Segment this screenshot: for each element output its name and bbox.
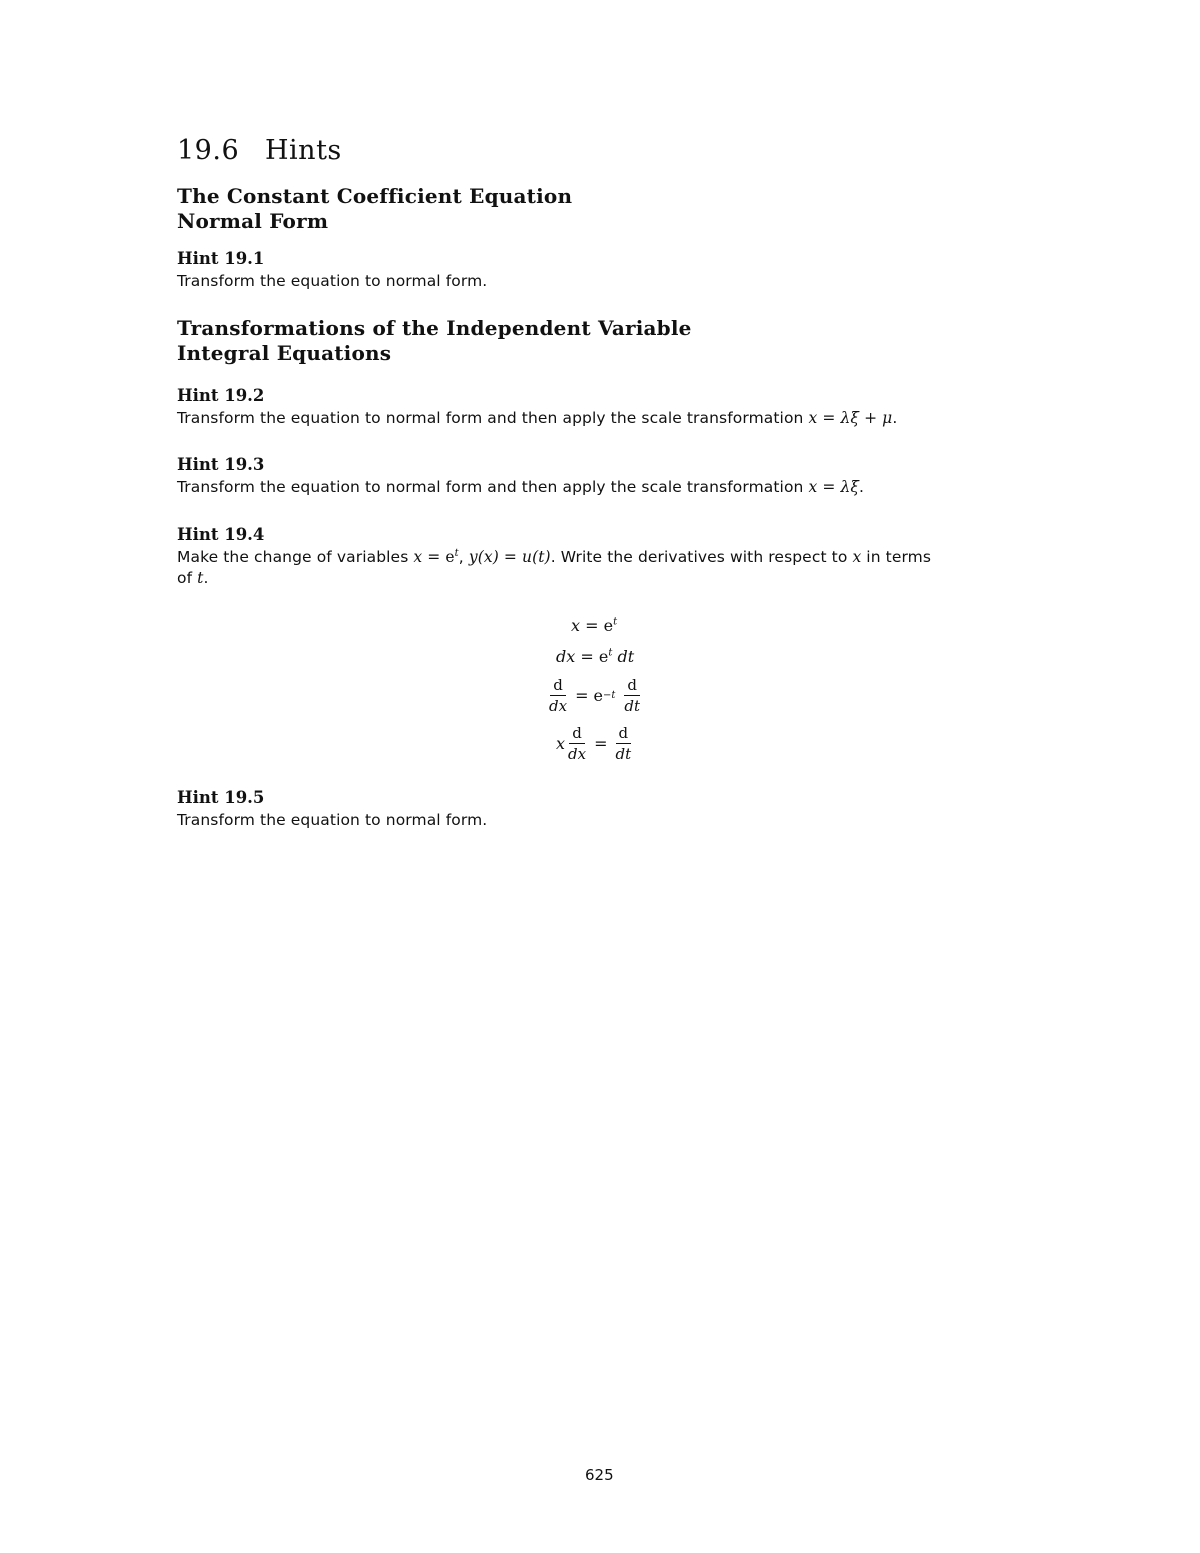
hint-text-part: , [458, 548, 469, 566]
hint-text-part: . Write the derivatives with respect to [550, 548, 853, 566]
equation-sup: t [613, 616, 618, 628]
hint-text-line [177, 548, 931, 566]
fraction-denominator: dx [568, 745, 587, 763]
hint-title: Hint 19.5 [177, 788, 265, 807]
equals-sign: = [585, 616, 599, 635]
section-number: 19.6 [177, 135, 240, 166]
fraction [613, 724, 635, 763]
equation-rhs: e [593, 686, 603, 705]
equation-sup: t [608, 647, 613, 659]
hint-block [177, 788, 487, 829]
hint-text [177, 478, 864, 496]
hint-text-part: Make the change of variables [177, 548, 414, 566]
inline-math: y(x) = u(t) [468, 548, 551, 566]
equals-sign: = [580, 647, 594, 666]
hint-text-part: Transform the equation to normal form and then apply the scale transformation [177, 478, 809, 496]
inline-math: x = λξ [808, 478, 860, 496]
fraction [546, 676, 570, 715]
inline-math: x [413, 548, 423, 566]
hint-text-part: of [177, 569, 198, 587]
hint-text-part: . [859, 478, 865, 496]
hint-text-part: . [203, 569, 209, 587]
inline-math: x = λξ + μ [808, 409, 893, 427]
fraction-denominator: dx [549, 697, 568, 715]
heading-constant-coefficient: The Constant Coefficient Equation [177, 184, 573, 208]
hint-block [177, 386, 897, 427]
display-equation [571, 616, 617, 635]
hint-block [177, 455, 864, 496]
inline-math: x [852, 548, 862, 566]
fraction-numerator: d [550, 676, 566, 696]
hint-text [177, 409, 897, 427]
hint-text: Transform the equation to normal form. [177, 811, 488, 829]
hint-text-part: in terms [861, 548, 932, 566]
fraction-numerator: d [569, 724, 585, 744]
page-number: 625 [585, 1466, 614, 1484]
fraction-denominator: dt [615, 745, 632, 763]
fraction-denominator: dt [624, 697, 640, 715]
hint-title: Hint 19.3 [177, 455, 265, 474]
equation-rhs: e [603, 616, 614, 635]
hint-title: Hint 19.2 [177, 386, 265, 405]
group-heading [177, 316, 692, 366]
equation-rhs: dt [617, 647, 635, 666]
fraction [621, 676, 643, 715]
fraction-numerator: d [616, 724, 632, 744]
fraction [565, 724, 589, 763]
fraction-numerator: d [624, 676, 640, 696]
hint-block [177, 525, 931, 587]
inline-math-sup: t [454, 547, 459, 559]
equation-lhs: dx [556, 647, 576, 666]
hint-text-part: . [892, 409, 898, 427]
heading-transformations: Transformations of the Independent Variable [177, 316, 692, 340]
hint-text-part: Transform the equation to normal form and then apply the scale transformation [177, 409, 809, 427]
equals-sign: = [594, 734, 608, 753]
display-equation: $\frac{d}{dx}$ = e −t $\frac{d}{dt}$ [546, 676, 643, 715]
heading-normal-form: Normal Form [177, 209, 329, 233]
inline-math: t [197, 569, 204, 587]
hint-title: Hint 19.1 [177, 249, 265, 268]
display-equation [556, 724, 634, 763]
equation-rhs: e [598, 647, 609, 666]
section-title [177, 135, 342, 166]
inline-math: = e [422, 548, 455, 566]
equation-lhs: x [556, 734, 566, 753]
hint-text-line [177, 569, 931, 587]
heading-integral-equations: Integral Equations [177, 341, 392, 365]
display-equation [556, 647, 634, 666]
hint-block [177, 249, 487, 290]
hint-title: Hint 19.4 [177, 525, 265, 544]
section-title-text: Hints [265, 135, 342, 166]
group-heading [177, 184, 572, 234]
hint-text: Transform the equation to normal form. [177, 272, 488, 290]
equals-sign: = [575, 686, 589, 705]
equation-lhs: x [571, 616, 581, 635]
